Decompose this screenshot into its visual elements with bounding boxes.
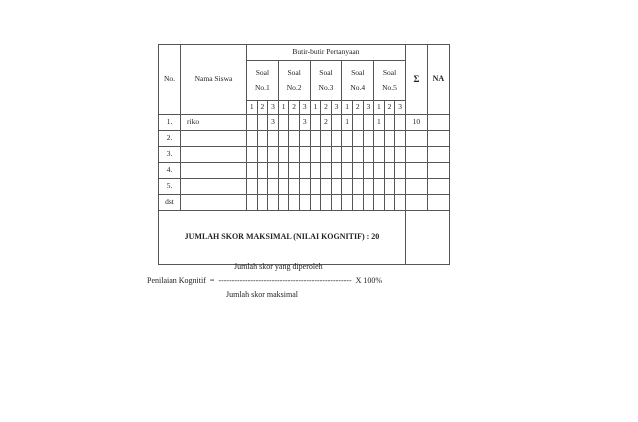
score-cell (278, 179, 289, 195)
question-header-3 (310, 61, 342, 101)
subcolumn-header: 2 (352, 101, 363, 115)
formula-line (147, 276, 384, 285)
score-cell (299, 147, 310, 163)
na-cell (427, 195, 449, 211)
na-header: NA (427, 45, 449, 115)
score-cell (278, 131, 289, 147)
score-cell (268, 195, 279, 211)
question-label: Soal (351, 68, 365, 78)
score-cell (352, 115, 363, 131)
score-cell (268, 179, 279, 195)
question-number: No.2 (286, 82, 302, 92)
score-cell (374, 163, 385, 179)
score-cell (363, 195, 374, 211)
subcolumn-header: 3 (395, 101, 406, 115)
score-cell (268, 131, 279, 147)
score-cell (299, 131, 310, 147)
score-cell (395, 147, 406, 163)
score-cell (352, 131, 363, 147)
score-cell (331, 115, 342, 131)
score-cell (257, 131, 268, 147)
subcolumn-header: 2 (257, 101, 268, 115)
score-cell (395, 115, 406, 131)
score-cell: 3 (299, 115, 310, 131)
score-cell (363, 179, 374, 195)
sum-cell (405, 163, 427, 179)
subcolumn-header: 3 (268, 101, 279, 115)
na-cell (427, 115, 449, 131)
subcolumn-header: 1 (374, 101, 385, 115)
na-cell (427, 179, 449, 195)
score-cell (310, 163, 321, 179)
question-number: No.4 (350, 82, 366, 92)
student-name (181, 147, 247, 163)
table-row (159, 179, 450, 195)
score-cell (331, 179, 342, 195)
score-cell (247, 195, 258, 211)
score-cell (289, 163, 300, 179)
score-cell (342, 179, 353, 195)
score-cell (321, 147, 332, 163)
subcolumn-header: 1 (342, 101, 353, 115)
score-cell (257, 147, 268, 163)
score-cell (247, 131, 258, 147)
score-cell (299, 179, 310, 195)
row-number: 4. (159, 163, 181, 179)
sum-cell (405, 147, 427, 163)
score-cell (363, 163, 374, 179)
score-cell (299, 163, 310, 179)
total-max-score-label: JUMLAH SKOR MAKSIMAL (NILAI KOGNITIF) : 20 (159, 211, 406, 265)
score-cell (289, 179, 300, 195)
score-cell: 1 (374, 115, 385, 131)
score-cell (374, 179, 385, 195)
score-cell (363, 115, 374, 131)
table-row (159, 195, 450, 211)
score-cell (278, 195, 289, 211)
sum-cell: 10 (405, 115, 427, 131)
score-cell (321, 195, 332, 211)
score-cell: 2 (321, 115, 332, 131)
subcolumn-header: 3 (299, 101, 310, 115)
score-cell (395, 163, 406, 179)
total-blank-cell (405, 211, 449, 265)
question-header-1 (247, 61, 279, 101)
score-cell (299, 195, 310, 211)
score-cell (342, 131, 353, 147)
score-cell (331, 195, 342, 211)
score-cell: 3 (268, 115, 279, 131)
question-number: No.1 (254, 82, 270, 92)
subcolumn-header: 2 (289, 101, 300, 115)
table-row (159, 115, 450, 131)
score-cell (247, 115, 258, 131)
score-cell (384, 179, 395, 195)
subcolumn-header: 3 (363, 101, 374, 115)
row-number: 2. (159, 131, 181, 147)
score-cell (342, 163, 353, 179)
score-cell (342, 147, 353, 163)
question-label: Soal (319, 68, 333, 78)
score-cell (374, 195, 385, 211)
score-cell (352, 195, 363, 211)
score-cell (247, 163, 258, 179)
score-cell (384, 163, 395, 179)
score-cell (268, 163, 279, 179)
score-cell (395, 131, 406, 147)
score-cell (331, 147, 342, 163)
subcolumn-header: 1 (310, 101, 321, 115)
score-cell (247, 147, 258, 163)
sum-cell (405, 131, 427, 147)
score-cell (331, 131, 342, 147)
score-cell (363, 131, 374, 147)
score-cell (374, 147, 385, 163)
row-number: 5. (159, 179, 181, 195)
score-cell (384, 147, 395, 163)
score-cell (278, 163, 289, 179)
na-cell (427, 147, 449, 163)
score-cell (363, 147, 374, 163)
score-cell (331, 163, 342, 179)
score-cell (257, 179, 268, 195)
score-cell (384, 131, 395, 147)
subcolumn-header: 2 (384, 101, 395, 115)
score-cell (384, 115, 395, 131)
formula-multiplier: X 100% (355, 276, 383, 285)
score-cell (310, 115, 321, 131)
score-cell (289, 195, 300, 211)
score-cell (321, 163, 332, 179)
sum-header: Σ (405, 45, 427, 115)
student-name (181, 131, 247, 147)
no-header: No. (159, 45, 181, 115)
question-number: No.3 (318, 82, 334, 92)
formula-label: Penilaian Kognitif (147, 276, 206, 285)
student-name (181, 163, 247, 179)
name-header: Nama Siswa (181, 45, 247, 115)
score-cell (278, 147, 289, 163)
formula-equals: = (209, 276, 215, 285)
group-header: Butir-butir Pertanyaan (247, 45, 406, 61)
score-cell (310, 131, 321, 147)
question-label: Soal (255, 68, 270, 78)
score-cell (321, 179, 332, 195)
score-cell (384, 195, 395, 211)
score-cell (310, 195, 321, 211)
score-cell (352, 147, 363, 163)
score-cell (268, 147, 279, 163)
question-label: Soal (382, 68, 397, 78)
table-row (159, 131, 450, 147)
student-name: riko (181, 115, 247, 131)
subcolumn-header: 1 (247, 101, 258, 115)
question-number: No.5 (382, 82, 397, 92)
score-cell (257, 163, 268, 179)
row-number: 3. (159, 147, 181, 163)
score-cell (310, 179, 321, 195)
score-cell (395, 179, 406, 195)
table-row (159, 147, 450, 163)
question-header-2 (278, 61, 310, 101)
question-label: Soal (287, 68, 301, 78)
score-cell (374, 131, 385, 147)
score-cell (289, 115, 300, 131)
score-cell (395, 195, 406, 211)
score-cell (247, 179, 258, 195)
subcolumn-header: 1 (278, 101, 289, 115)
subcolumn-header: 3 (331, 101, 342, 115)
score-cell (257, 195, 268, 211)
row-number: 1. (159, 115, 181, 131)
score-cell (352, 163, 363, 179)
formula-denominator: Jumlah skor maksimal (226, 290, 298, 299)
sum-cell (405, 195, 427, 211)
question-header-5 (374, 61, 406, 101)
score-cell (257, 115, 268, 131)
student-name (181, 179, 247, 195)
score-cell (289, 131, 300, 147)
na-cell (427, 131, 449, 147)
score-table (158, 44, 450, 265)
row-number: dst (159, 195, 181, 211)
score-cell (352, 179, 363, 195)
formula-numerator: Jumlah skor yang diperoleh (234, 262, 323, 271)
score-cell (310, 147, 321, 163)
score-cell (289, 147, 300, 163)
subcolumn-header: 2 (321, 101, 332, 115)
na-cell (427, 163, 449, 179)
student-name (181, 195, 247, 211)
formula-fraction-bar: -------------------------------------------------- (218, 276, 352, 285)
question-header-4 (342, 61, 374, 101)
score-cell: 1 (342, 115, 353, 131)
score-cell (278, 115, 289, 131)
score-cell (321, 131, 332, 147)
sum-cell (405, 179, 427, 195)
score-cell (342, 195, 353, 211)
table-row (159, 163, 450, 179)
